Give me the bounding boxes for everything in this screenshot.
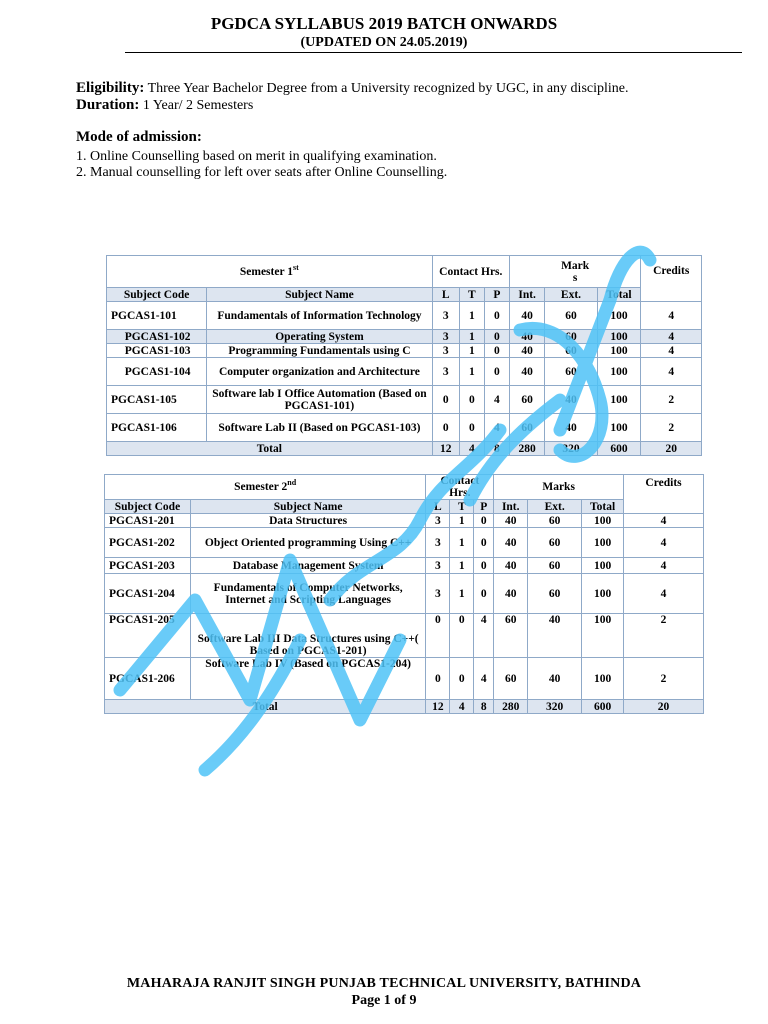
total-marks: 100: [582, 514, 624, 528]
internal-marks: 60: [509, 386, 544, 414]
tutorial-hours: 0: [459, 414, 484, 442]
subject-code: PGCAS1-203: [105, 558, 191, 574]
subject-name: Software Lab III Data Structures using C++( Based on PGCAS1-201): [190, 614, 425, 658]
total-external-marks: 320: [545, 442, 597, 456]
table-row: [107, 358, 702, 386]
table-row: [105, 574, 704, 614]
subject-name: Programming Fundamentals using C: [207, 344, 432, 358]
lecture-hours: 3: [432, 302, 459, 330]
practical-hours: 0: [474, 574, 494, 614]
total-credits: 20: [624, 700, 704, 714]
internal-marks: 60: [494, 614, 528, 658]
external-marks: 60: [528, 528, 582, 558]
lecture-hours: 3: [426, 558, 450, 574]
internal-marks: 40: [494, 514, 528, 528]
lecture-hours: 3: [426, 528, 450, 558]
subject-name: Fundamentals of Information Technology: [207, 302, 432, 330]
subject-name: Data Structures: [190, 514, 425, 528]
table-row: [107, 344, 702, 358]
internal-marks: 60: [494, 658, 528, 700]
tutorial-hours: 0: [450, 614, 474, 658]
mode-item-1: 1. Online Counselling based on merit in qualifying examination.: [76, 149, 437, 164]
col-int: Int.: [509, 288, 544, 302]
duration-label: Duration:: [76, 97, 140, 113]
total-marks: 100: [582, 614, 624, 658]
practical-hours: 0: [474, 558, 494, 574]
table-row: [107, 414, 702, 442]
practical-hours: 0: [484, 358, 509, 386]
total-marks: 100: [582, 528, 624, 558]
practical-hours: 0: [484, 344, 509, 358]
credits: 4: [641, 344, 702, 358]
table-row: [105, 528, 704, 558]
lecture-hours: 3: [426, 514, 450, 528]
practical-hours: 0: [484, 302, 509, 330]
col-t: T: [450, 500, 474, 514]
col-total: Total: [597, 288, 641, 302]
subject-name: Object Oriented programming Using C++: [190, 528, 425, 558]
tutorial-hours: 1: [459, 330, 484, 344]
semester-1-table: [106, 255, 702, 456]
total-marks: 100: [582, 658, 624, 700]
col-p: P: [484, 288, 509, 302]
practical-hours: 0: [474, 528, 494, 558]
total-marks: 100: [582, 558, 624, 574]
internal-marks: 40: [509, 330, 544, 344]
total-marks: 100: [597, 386, 641, 414]
tutorial-hours: 1: [450, 514, 474, 528]
col-t: T: [459, 288, 484, 302]
credits: 2: [641, 414, 702, 442]
tutorial-hours: 1: [459, 344, 484, 358]
eligibility-line: [76, 80, 629, 97]
lecture-hours: 3: [426, 574, 450, 614]
header-divider: [125, 52, 742, 53]
subject-name: Fundamentals of Computer Networks, Internet and Scripting Languages: [190, 574, 425, 614]
subject-name: Operating System: [207, 330, 432, 344]
table-row: [105, 514, 704, 528]
credits: 4: [641, 330, 702, 344]
lecture-hours: 0: [426, 614, 450, 658]
internal-marks: 40: [509, 302, 544, 330]
col-l: L: [432, 288, 459, 302]
total-lecture-hours: 12: [426, 700, 450, 714]
subject-name: Software lab I Office Automation (Based on PGCAS1-101): [207, 386, 432, 414]
col-subject-name: Subject Name: [190, 500, 425, 514]
subject-code: PGCAS1-205: [105, 614, 191, 658]
marks-header: Marks: [494, 475, 624, 500]
total-marks: 100: [597, 344, 641, 358]
external-marks: 60: [528, 558, 582, 574]
col-p: P: [474, 500, 494, 514]
practical-hours: 0: [474, 514, 494, 528]
subject-name: Computer organization and Architecture: [207, 358, 432, 386]
credits: 4: [624, 528, 704, 558]
total-practical-hours: 8: [474, 700, 494, 714]
credits: 2: [624, 614, 704, 658]
subject-code: PGCAS1-204: [105, 574, 191, 614]
external-marks: 60: [545, 358, 597, 386]
total-external-marks: 320: [528, 700, 582, 714]
total-total-marks: 600: [582, 700, 624, 714]
table-row: [107, 386, 702, 414]
mode-of-admission-heading: Mode of admission:: [76, 129, 202, 145]
duration-text: 1 Year/ 2 Semesters: [142, 98, 254, 113]
table-row: [107, 330, 702, 344]
total-row: [107, 442, 702, 456]
external-marks: 40: [545, 386, 597, 414]
practical-hours: 4: [474, 658, 494, 700]
internal-marks: 40: [509, 344, 544, 358]
mode-item-2: 2. Manual counselling for left over seats after Online Counselling.: [76, 165, 448, 180]
total-label: Total: [105, 700, 426, 714]
semester-1-title: Semester 1st: [107, 256, 433, 288]
total-tutorial-hours: 4: [459, 442, 484, 456]
credits-header: Credits: [641, 256, 702, 302]
external-marks: 60: [545, 344, 597, 358]
lecture-hours: 3: [432, 358, 459, 386]
table-row: [105, 614, 704, 658]
tutorial-hours: 1: [459, 358, 484, 386]
col-subject-code: Subject Code: [107, 288, 207, 302]
total-marks: 100: [597, 414, 641, 442]
semester-2-title: Semester 2nd: [105, 475, 426, 500]
total-row: [105, 700, 704, 714]
total-lecture-hours: 12: [432, 442, 459, 456]
subject-name: Software Lab IV (Based on PGCAS1-204): [190, 658, 425, 700]
total-credits: 20: [641, 442, 702, 456]
total-marks: 100: [597, 358, 641, 386]
eligibility-label: Eligibility:: [76, 80, 145, 96]
col-subject-name: Subject Name: [207, 288, 432, 302]
subject-code: PGCAS1-206: [105, 658, 191, 700]
col-total: Total: [582, 500, 624, 514]
external-marks: 60: [528, 574, 582, 614]
practical-hours: 4: [484, 414, 509, 442]
semester-2-table: [104, 474, 704, 714]
total-practical-hours: 8: [484, 442, 509, 456]
practical-hours: 4: [474, 614, 494, 658]
lecture-hours: 0: [432, 386, 459, 414]
subject-code: PGCAS1-103: [107, 344, 207, 358]
document-subtitle: (UPDATED ON 24.05.2019): [300, 35, 468, 50]
tutorial-hours: 1: [459, 302, 484, 330]
total-internal-marks: 280: [509, 442, 544, 456]
col-subject-code: Subject Code: [105, 500, 191, 514]
table-row: [105, 658, 704, 700]
credits: 2: [624, 658, 704, 700]
duration-line: [76, 97, 253, 114]
practical-hours: 4: [484, 386, 509, 414]
tutorial-hours: 0: [450, 658, 474, 700]
credits: 4: [624, 558, 704, 574]
external-marks: 60: [545, 302, 597, 330]
total-marks: 100: [597, 330, 641, 344]
internal-marks: 40: [494, 574, 528, 614]
credits: 4: [641, 302, 702, 330]
table-row: [105, 558, 704, 574]
subject-code: PGCAS1-201: [105, 514, 191, 528]
col-ext: Ext.: [528, 500, 582, 514]
subject-name: Software Lab II (Based on PGCAS1-103): [207, 414, 432, 442]
total-label: Total: [107, 442, 433, 456]
external-marks: 40: [545, 414, 597, 442]
subject-code: PGCAS1-106: [107, 414, 207, 442]
footer-university: MAHARAJA RANJIT SINGH PUNJAB TECHNICAL UNIVERSITY, BATHINDA: [126, 976, 642, 991]
internal-marks: 40: [494, 558, 528, 574]
credits: 4: [624, 514, 704, 528]
credits: 4: [641, 358, 702, 386]
internal-marks: 40: [494, 528, 528, 558]
marks-header: Mark s: [509, 256, 641, 288]
table-row: [107, 302, 702, 330]
lecture-hours: 0: [432, 414, 459, 442]
col-l: L: [426, 500, 450, 514]
lecture-hours: 0: [426, 658, 450, 700]
tutorial-hours: 1: [450, 558, 474, 574]
total-total-marks: 600: [597, 442, 641, 456]
credits: 2: [641, 386, 702, 414]
total-internal-marks: 280: [494, 700, 528, 714]
tutorial-hours: 1: [450, 574, 474, 614]
lecture-hours: 3: [432, 344, 459, 358]
total-marks: 100: [582, 574, 624, 614]
tutorial-hours: 0: [459, 386, 484, 414]
col-int: Int.: [494, 500, 528, 514]
subject-name: Database Management System: [190, 558, 425, 574]
credits-header: Credits: [624, 475, 704, 514]
subject-code: PGCAS1-105: [107, 386, 207, 414]
lecture-hours: 3: [432, 330, 459, 344]
contact-hours-header: Contact Hrs.: [432, 256, 509, 288]
external-marks: 60: [545, 330, 597, 344]
subject-code: PGCAS1-102: [107, 330, 207, 344]
total-tutorial-hours: 4: [450, 700, 474, 714]
contact-hours-header: Contact Hrs.: [426, 475, 494, 500]
practical-hours: 0: [484, 330, 509, 344]
page-number: Page 1 of 9: [351, 993, 417, 1008]
subject-code: PGCAS1-101: [107, 302, 207, 330]
subject-code: PGCAS1-202: [105, 528, 191, 558]
subject-code: PGCAS1-104: [107, 358, 207, 386]
col-ext: Ext.: [545, 288, 597, 302]
document-title: PGDCA SYLLABUS 2019 BATCH ONWARDS: [210, 14, 558, 33]
external-marks: 40: [528, 658, 582, 700]
tutorial-hours: 1: [450, 528, 474, 558]
credits: 4: [624, 574, 704, 614]
external-marks: 40: [528, 614, 582, 658]
eligibility-text: Three Year Bachelor Degree from a University recognized by UGC, in any discipline.: [147, 81, 629, 96]
total-marks: 100: [597, 302, 641, 330]
internal-marks: 40: [509, 358, 544, 386]
internal-marks: 60: [509, 414, 544, 442]
external-marks: 60: [528, 514, 582, 528]
